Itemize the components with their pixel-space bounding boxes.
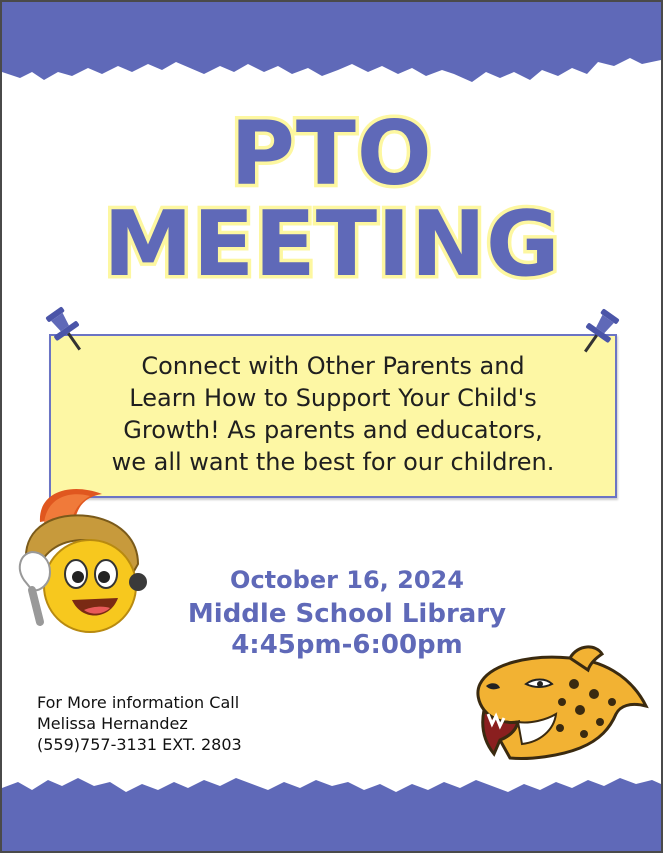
contact-name: Melissa Hernandez — [37, 714, 188, 733]
title-meeting: MEETING — [103, 192, 560, 297]
banner-line: we all want the best for our children. — [111, 448, 555, 476]
banner-line: Growth! As parents and educators, — [123, 416, 543, 444]
top-torn-band — [2, 2, 661, 97]
bottom-torn-band — [2, 770, 661, 853]
contact-info — [37, 692, 242, 755]
event-location: Middle School Library — [187, 599, 507, 629]
contact-prompt: For More information Call — [37, 693, 240, 712]
event-time: 4:45pm-6:00pm — [231, 630, 463, 660]
push-pin-icon — [42, 302, 90, 358]
push-pin-icon — [575, 304, 623, 360]
banner-text — [51, 350, 615, 478]
contact-phone: (559)757-3131 EXT. 2803 — [37, 735, 242, 754]
banner-line: Learn How to Support Your Child's — [129, 384, 537, 412]
event-date: October 16, 2024 — [230, 566, 464, 594]
info-banner — [49, 334, 617, 498]
title-pto: PTO — [230, 102, 433, 205]
jaguar-mascot-icon — [470, 644, 650, 766]
banner-line: Connect with Other Parents and — [141, 352, 525, 380]
